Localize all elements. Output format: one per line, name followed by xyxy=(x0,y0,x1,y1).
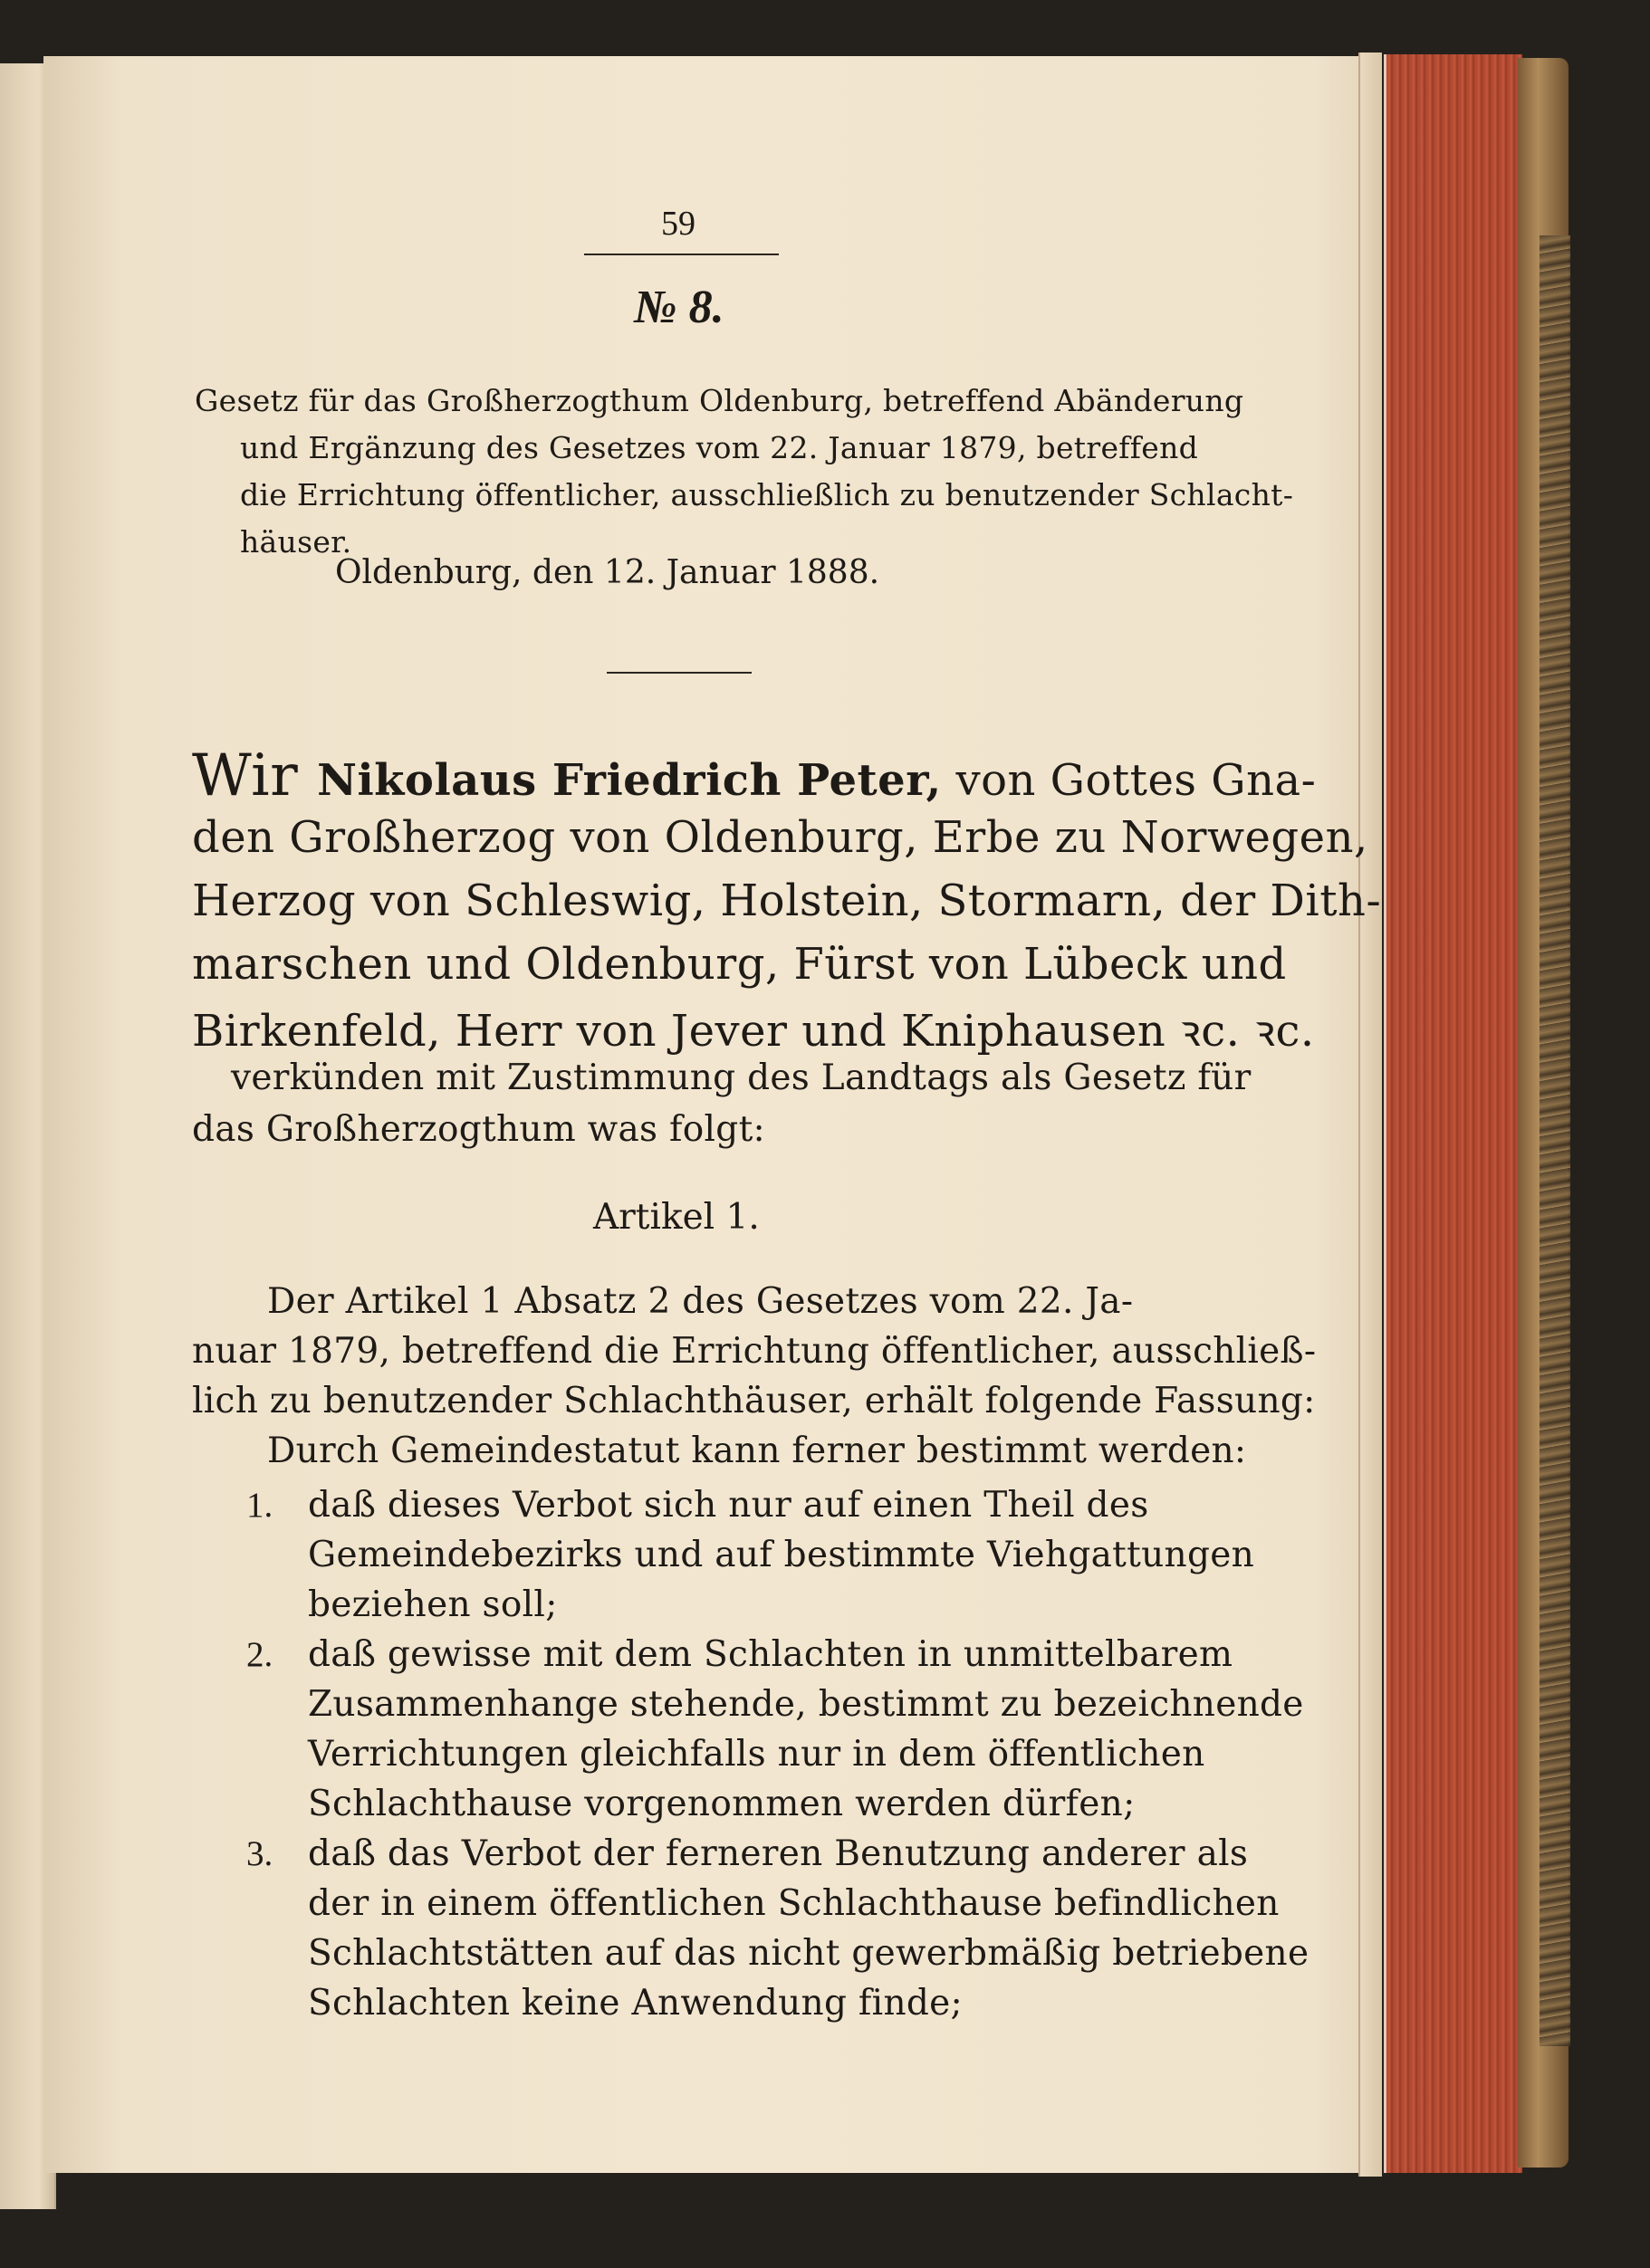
preamble-rest: von Gottes Gna- xyxy=(941,755,1317,806)
item-line: daß gewisse mit dem Schlachten in unmittelbarem xyxy=(308,1634,1233,1675)
preamble-line: Herzog von Schleswig, Holstein, Stormarn, der Dith- xyxy=(192,876,1382,926)
artikel-line: nuar 1879, betreffend die Errichtung öffentlicher, ausschließ- xyxy=(192,1331,1317,1372)
proclamation-line: das Großherzogthum was folgt: xyxy=(192,1109,765,1150)
item-line: der in einem öffentlichen Schlachthause befindlichen xyxy=(308,1883,1280,1924)
item-line: Schlachtstätten auf das nicht gewerbmäßig betriebene xyxy=(308,1933,1309,1974)
item-line: Gemeindebezirks und auf bestimmte Viehgattungen xyxy=(308,1535,1255,1575)
artikel-line: Der Artikel 1 Absatz 2 des Gesetzes vom 22. Ja- xyxy=(267,1281,1134,1322)
artikel-line: Durch Gemeindestatut kann ferner bestimmt werden: xyxy=(267,1431,1247,1471)
date-line: Oldenburg, den 12. Januar 1888. xyxy=(335,554,880,591)
item-line: beziehen soll; xyxy=(308,1584,558,1625)
item-line: daß dieses Verbot sich nur auf einen Theil des xyxy=(308,1485,1149,1526)
item-number: 2. xyxy=(246,1635,273,1674)
item-line: daß das Verbot der ferneren Benutzung anderer als xyxy=(308,1833,1249,1874)
section-rule xyxy=(607,672,752,674)
preamble-line: Birkenfeld, Herr von Jever und Kniphausen ꝛc. ꝛc. xyxy=(192,1006,1315,1057)
header-rule xyxy=(584,254,779,255)
item-number: 3. xyxy=(246,1834,273,1873)
page-number: 59 xyxy=(661,205,695,243)
item-line: Schlachthause vorgenommen werden dürfen; xyxy=(308,1784,1136,1824)
artikel-heading: Artikel 1. xyxy=(593,1197,760,1238)
marbled-cover xyxy=(1540,235,1570,2046)
red-page-edges xyxy=(1384,54,1522,2173)
title-line: Gesetz für das Großherzogthum Oldenburg, betreffend Abänderung xyxy=(195,383,1244,418)
preamble-line xyxy=(192,742,1316,809)
preamble-line: den Großherzog von Oldenburg, Erbe zu Norwegen, xyxy=(192,812,1368,863)
document-number: № 8. xyxy=(634,282,724,333)
item-number: 1. xyxy=(246,1486,273,1525)
page-stack-edge xyxy=(1358,53,1382,2177)
initial-wir: Wir xyxy=(192,742,318,809)
item-line: Schlachten keine Anwendung finde; xyxy=(308,1983,963,2024)
item-line: Verrichtungen gleichfalls nur in dem öffentlichen xyxy=(308,1734,1205,1775)
title-line: und Ergänzung des Gesetzes vom 22. Januar 1879, betreffend xyxy=(240,430,1199,465)
artikel-line: lich zu benutzender Schlachthäuser, erhält folgende Fassung: xyxy=(192,1381,1316,1421)
proclamation-line: verkünden mit Zustimmung des Landtags als Gesetz für xyxy=(231,1057,1252,1098)
title-line: die Errichtung öffentlicher, ausschließlich zu benutzender Schlacht- xyxy=(240,477,1294,512)
item-line: Zusammenhange stehende, bestimmt zu bezeichnende xyxy=(308,1684,1304,1725)
preamble-line: marschen und Oldenburg, Fürst von Lübeck und xyxy=(192,939,1287,990)
title-line: häuser. xyxy=(240,524,352,560)
sovereign-names: Nikolaus Friedrich Peter, xyxy=(317,755,942,806)
